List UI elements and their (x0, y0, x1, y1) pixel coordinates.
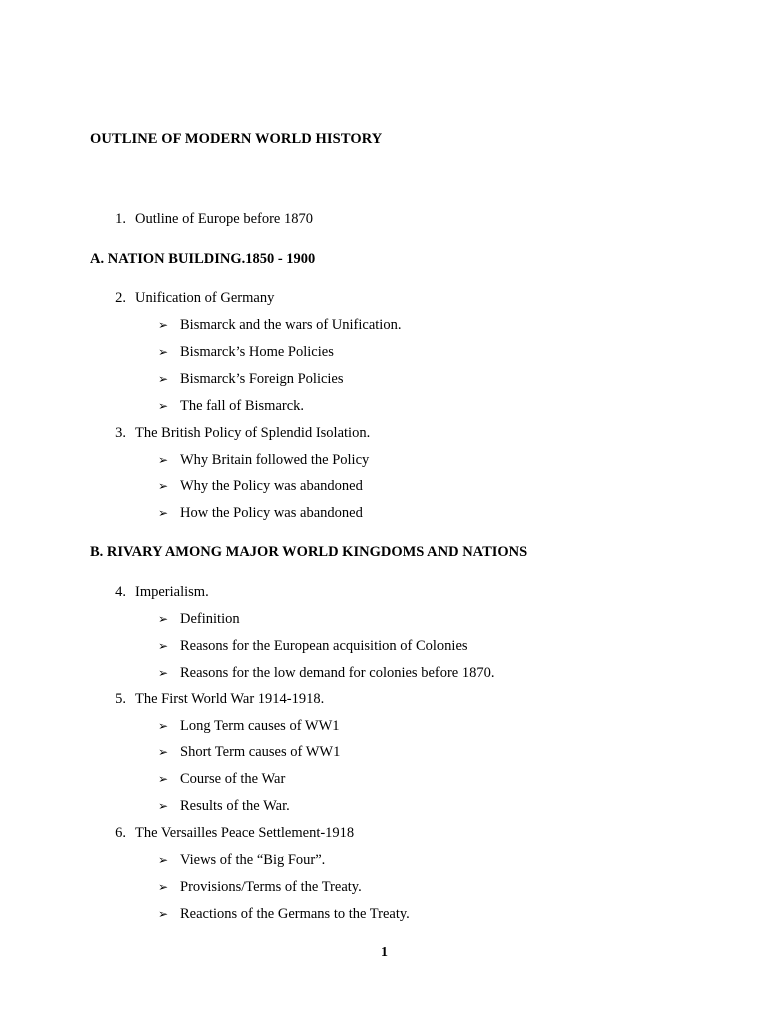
list-item-1 (104, 211, 313, 228)
sub-bullet-item: ➢ Reactions of the Germans to the Treaty. (158, 906, 410, 922)
arrow-bullet-icon: ➢ (158, 799, 169, 813)
arrow-bullet-icon: ➢ (158, 639, 169, 653)
item-number: 5. (115, 691, 126, 707)
sub-bullet-item: ➢ Views of the “Big Four”. (158, 852, 326, 868)
arrow-bullet-icon: ➢ (158, 853, 169, 867)
sub-bullet-item: ➢ Reasons for the low demand for colonies before 1870. (158, 665, 495, 681)
sub-bullet-item: ➢ Provisions/Terms of the Treaty. (158, 879, 362, 895)
arrow-bullet-icon: ➢ (158, 372, 169, 386)
arrow-bullet-icon: ➢ (158, 506, 169, 520)
sub-bullet-item: ➢ Definition (158, 611, 240, 627)
sub-bullet-item: ➢ Course of the War (158, 771, 286, 787)
item-text: Imperialism. (135, 584, 209, 600)
page-number: 1 (381, 945, 388, 960)
sub-bullet-item: ➢ Bismarck’s Home Policies (158, 344, 334, 360)
arrow-bullet-icon: ➢ (158, 612, 169, 626)
sub-bullet-item: ➢ Short Term causes of WW1 (158, 744, 341, 760)
arrow-bullet-icon: ➢ (158, 666, 169, 680)
section-a-heading: A. NATION BUILDING.1850 - 1900 (90, 251, 316, 267)
item-text: The Versailles Peace Settlement-1918 (135, 825, 355, 841)
arrow-bullet-icon: ➢ (158, 453, 169, 467)
arrow-bullet-icon: ➢ (158, 772, 169, 786)
sub-bullet-item: ➢ Bismarck and the wars of Unification. (158, 317, 402, 333)
arrow-bullet-icon: ➢ (158, 719, 169, 733)
item-text: The British Policy of Splendid Isolation. (135, 425, 371, 441)
arrow-bullet-icon: ➢ (158, 880, 169, 894)
item-number: 3. (115, 425, 126, 441)
list-item-3 (104, 425, 370, 442)
sub-bullet-item: ➢ Bismarck’s Foreign Policies (158, 371, 344, 387)
sub-bullet-item: ➢ Why the Policy was abandoned (158, 478, 363, 494)
item-number: 2. (115, 290, 126, 306)
item-number: 4. (115, 584, 126, 600)
list-item-5 (104, 691, 324, 708)
arrow-bullet-icon: ➢ (158, 479, 169, 493)
item-number: 1. (115, 211, 126, 227)
arrow-bullet-icon: ➢ (158, 907, 169, 921)
item-text: Outline of Europe before 1870 (135, 211, 313, 227)
sub-bullet-item: ➢ How the Policy was abandoned (158, 505, 363, 521)
page-title: OUTLINE OF MODERN WORLD HISTORY (90, 131, 383, 147)
item-number: 6. (115, 825, 126, 841)
sub-bullet-item: ➢ Long Term causes of WW1 (158, 718, 340, 734)
section-b-heading: B. RIVARY AMONG MAJOR WORLD KINGDOMS AND NATIONS (90, 544, 528, 560)
item-text: The First World War 1914-1918. (135, 691, 325, 707)
item-text: Unification of Germany (135, 290, 275, 306)
list-item-2 (104, 290, 274, 307)
sub-bullet-item: ➢ Why Britain followed the Policy (158, 452, 370, 468)
arrow-bullet-icon: ➢ (158, 345, 169, 359)
sub-bullet-item: ➢ Reasons for the European acquisition of Colonies (158, 638, 468, 654)
list-item-4 (104, 584, 209, 601)
sub-bullet-item: ➢ Results of the War. (158, 798, 290, 814)
sub-bullet-item: ➢ The fall of Bismarck. (158, 398, 305, 414)
arrow-bullet-icon: ➢ (158, 745, 169, 759)
arrow-bullet-icon: ➢ (158, 318, 169, 332)
arrow-bullet-icon: ➢ (158, 399, 169, 413)
list-item-6 (104, 825, 354, 842)
